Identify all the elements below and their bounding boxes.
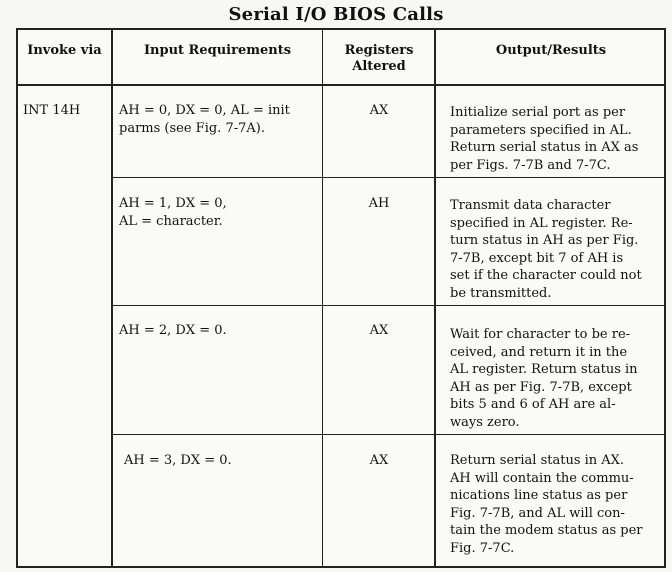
page-title: Serial I/O BIOS Calls — [228, 4, 444, 25]
header-invoke-via: Invoke via — [27, 43, 102, 58]
row-3-registers: AX — [369, 323, 389, 338]
row-2-output: Transmit data character specified in AL register. Re- turn status in AH as per Fig. 7-7B, except bit 7 of AH is set if the character could not be transmitted. — [450, 198, 642, 301]
header-registers-altered: Registers Altered — [344, 43, 414, 74]
row-1-output: Initialize serial port as per parameters specified in AL. Return serial status in AX as per Figs. 7-7B and 7-7C. — [450, 105, 639, 173]
column-divider — [322, 30, 323, 566]
row-3-output: Wait for character to be re- ceived, and return it in the AL register. Return status in AH as per Fig. 7-7B, except bits 5 and 6 of AH are al- ways zero. — [450, 327, 638, 430]
row-2-input: AH = 1, DX = 0, AL = character. — [119, 196, 227, 229]
row-4-output: Return serial status in AX. AH will contain the commu- nications line status as per Fig. 7-7B, and AL will con- tain the modem status as per Fig. 7-7C. — [450, 453, 643, 556]
row-4-registers: AX — [369, 453, 389, 468]
column-divider — [111, 30, 113, 566]
row-divider — [111, 177, 664, 178]
row-1-registers: AX — [369, 103, 389, 118]
header-output-results: Output/Results — [495, 43, 607, 58]
column-divider — [434, 30, 436, 566]
row-divider — [111, 305, 664, 306]
invoke-value: INT 14H — [23, 103, 81, 118]
row-2-registers: AH — [368, 196, 390, 211]
row-3-input: AH = 2, DX = 0. — [119, 323, 227, 338]
row-4-input: AH = 3, DX = 0. — [124, 453, 232, 468]
header-input-requirements: Input Requirements — [143, 43, 292, 58]
serial-bios-table — [16, 28, 666, 568]
row-divider — [111, 434, 664, 435]
row-1-input: AH = 0, DX = 0, AL = init parms (see Fig. 7-7A). — [119, 103, 290, 136]
header-divider — [18, 84, 664, 86]
